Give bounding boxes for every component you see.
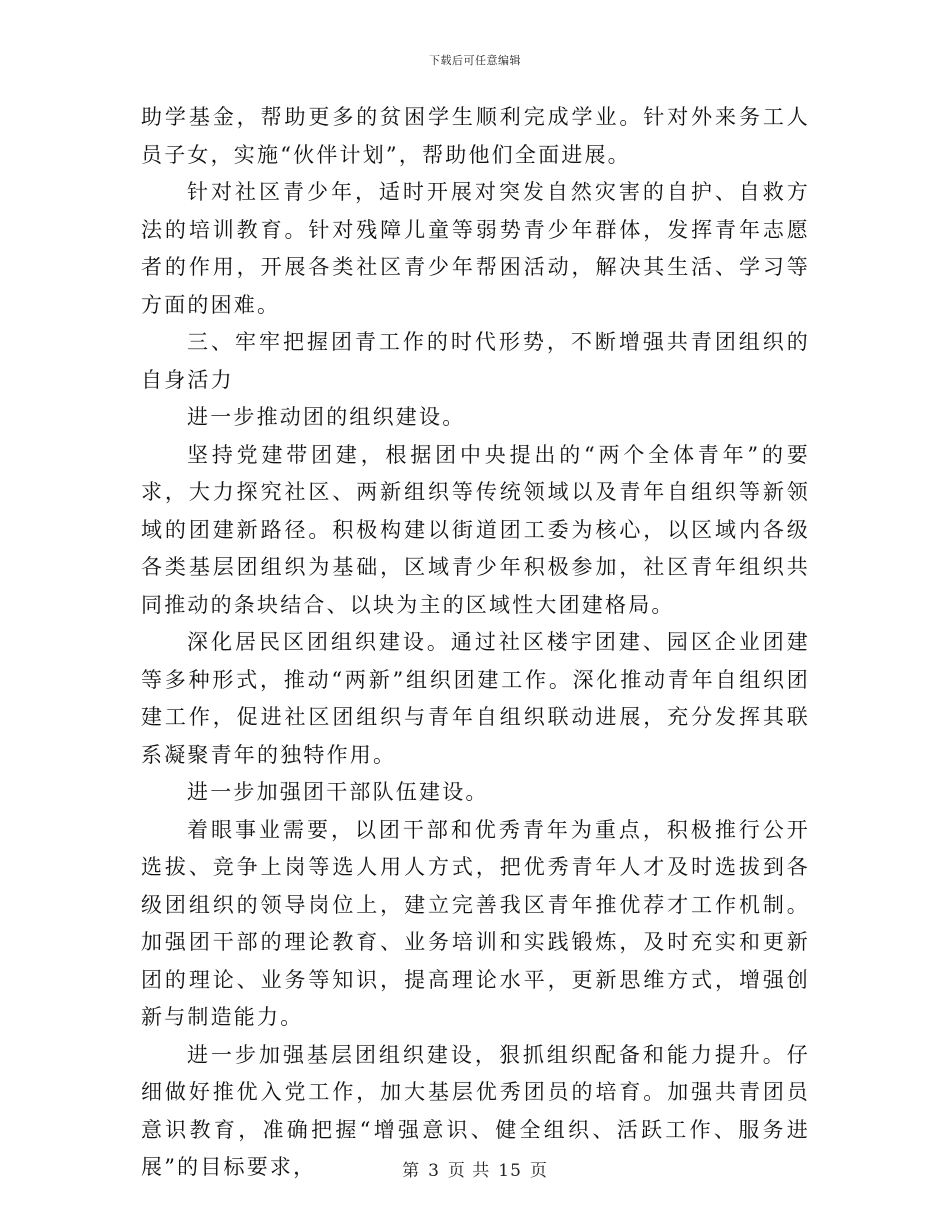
subheading-organization-building: 进一步推动团的组织建设。	[187, 405, 466, 429]
section-heading-3: 三、牢牢把握团青工作的时代形势，不断增强共青团组织的自身活力	[141, 330, 810, 392]
subheading-cadre-team: 进一步加强团干部队伍建设。	[187, 780, 489, 804]
footer-middle: 页 共	[447, 1161, 491, 1181]
paragraph-residential-league: 深化居民区团组织建设。通过社区楼宇团建、园区企业团建等多种形式，推动“两新”组织团建工作。深化推动青年自组织团建工作，促进社区团组织与青年自组织联动进展，充分发挥其联系凝聚青年的独特作用。	[141, 630, 810, 767]
paragraph-party-building: 坚持党建带团建，根据团中央提出的“两个全体青年”的要求，大力探究社区、两新组织等传统领域以及青年自组织等新领域的团建新路径。积极构建以街道团工委为核心，以区域内各级各类基层团组织为基础，区域青少年积极参加，社区青年组织共同推动的条块结合、以块为主的区域性大团建格局。	[141, 442, 810, 617]
paragraph-grassroots: 进一步加强基层团组织建设，狠抓组织配备和能力提升。仔细做好推优入党工作，加大基层优秀团员的培育。加强共青团员意识教育，准确把握“增强意识、健全组织、活跃工作、服务进展”的目标要求，	[141, 1042, 810, 1179]
document-body	[141, 99, 810, 1187]
footer-suffix: 页	[529, 1161, 548, 1181]
page-footer	[0, 1156, 950, 1181]
total-page-count: 15	[498, 1161, 522, 1181]
paragraph-cadre-selection: 着眼事业需要，以团干部和优秀青年为重点，积极推行公开选拔、竞争上岗等选人用人方式，把优秀青年人才及时选拔到各级团组织的领导岗位上，建立完善我区青年推优荐才工作机制。加强团干部的理论教育、业务培训和实践锻炼，及时充实和更新团的理论、业务等知识，提高理论水平，更新思维方式，增强创新与制造能力。	[141, 817, 810, 1029]
paragraph-1: 助学基金，帮助更多的贫困学生顺利完成学业。针对外来务工人员子女，实施“伙伴计划”，帮助他们全面进展。	[141, 105, 810, 167]
paragraph-2: 针对社区青少年，适时开展对突发自然灾害的自护、自救方法的培训教育。针对残障儿童等弱势青少年群体，发挥青年志愿者的作用，开展各类社区青少年帮困活动，解决其生活、学习等方面的困难。	[141, 180, 810, 317]
footer-prefix: 第	[402, 1161, 421, 1181]
current-page-number: 3	[428, 1161, 440, 1181]
page-header: 下载后可任意编辑	[429, 54, 521, 67]
